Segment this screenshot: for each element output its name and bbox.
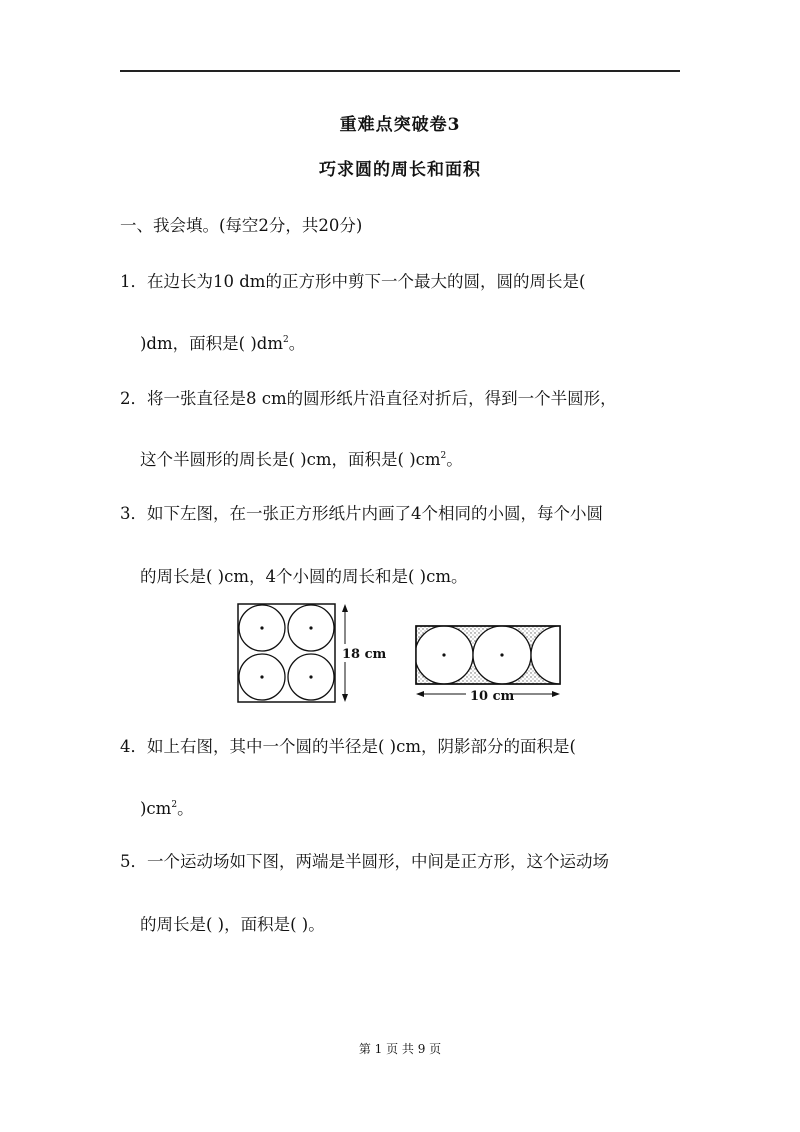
arrow-left-icon bbox=[416, 691, 424, 697]
question-1-line-1: 1．在边长为10 dm的正方形中剪下一个最大的圆，圆的周长是( bbox=[120, 272, 586, 291]
q1-sup: 2 bbox=[282, 335, 289, 345]
question-2-line-2 bbox=[140, 446, 463, 470]
page-footer: 第 1 页 共 9 页 bbox=[358, 1042, 442, 1056]
question-5-line-2: 的周长是( )，面积是( )。 bbox=[140, 915, 325, 934]
page-title: 重难点突破卷3 bbox=[339, 115, 461, 135]
q1-end: 。 bbox=[288, 334, 306, 353]
center-dot bbox=[309, 675, 312, 678]
q2-line-2-text: 这个半圆形的周长是( )cm，面积是( )cm bbox=[140, 450, 441, 469]
question-5-line-1: 5．一个运动场如下图，两端是半圆形，中间是正方形，这个运动场 bbox=[120, 852, 609, 871]
dimension-label-18cm: 18 cm bbox=[342, 647, 387, 662]
question-3-line-2: 的周长是( )cm，4个小圆的周长和是( )cm。 bbox=[140, 567, 468, 586]
question-3-line-1: 3．如下左图，在一张正方形纸片内画了4个相同的小圆，每个小圆 bbox=[120, 504, 603, 523]
q2-end: 。 bbox=[446, 450, 463, 469]
question-1-line-2 bbox=[140, 330, 305, 354]
q4-sup: 2 bbox=[171, 800, 178, 810]
center-dot bbox=[500, 653, 503, 656]
center-dot bbox=[260, 626, 263, 629]
header-rule bbox=[120, 70, 680, 72]
arrow-down-icon bbox=[342, 694, 348, 702]
question-4-line-2 bbox=[140, 795, 194, 819]
question-4-line-1: 4．如上右图，其中一个圆的半径是( )cm，阴影部分的面积是( bbox=[120, 737, 576, 756]
figure-four-circles bbox=[235, 602, 387, 704]
q2-sup: 2 bbox=[440, 451, 447, 461]
center-dot bbox=[442, 653, 445, 656]
square-outline bbox=[238, 604, 335, 702]
center-dot bbox=[309, 626, 312, 629]
figure-shaded-rectangle bbox=[410, 620, 570, 705]
dimension-label-10cm: 10 cm bbox=[470, 689, 515, 704]
arrow-up-icon bbox=[342, 604, 348, 612]
q1-line-2-text: )dm，面积是( )dm bbox=[140, 334, 283, 353]
section-heading: 一、我会填。(每空2分，共20分) bbox=[120, 216, 363, 235]
page-subtitle: 巧求圆的周长和面积 bbox=[319, 160, 481, 180]
q4-end: 。 bbox=[177, 799, 194, 818]
q4-line-2-text: )cm bbox=[140, 799, 172, 818]
center-dot bbox=[260, 675, 263, 678]
question-2-line-1: 2．将一张直径是8 cm的圆形纸片沿直径对折后，得到一个半圆形， bbox=[120, 389, 617, 408]
arrow-right-icon bbox=[552, 691, 560, 697]
